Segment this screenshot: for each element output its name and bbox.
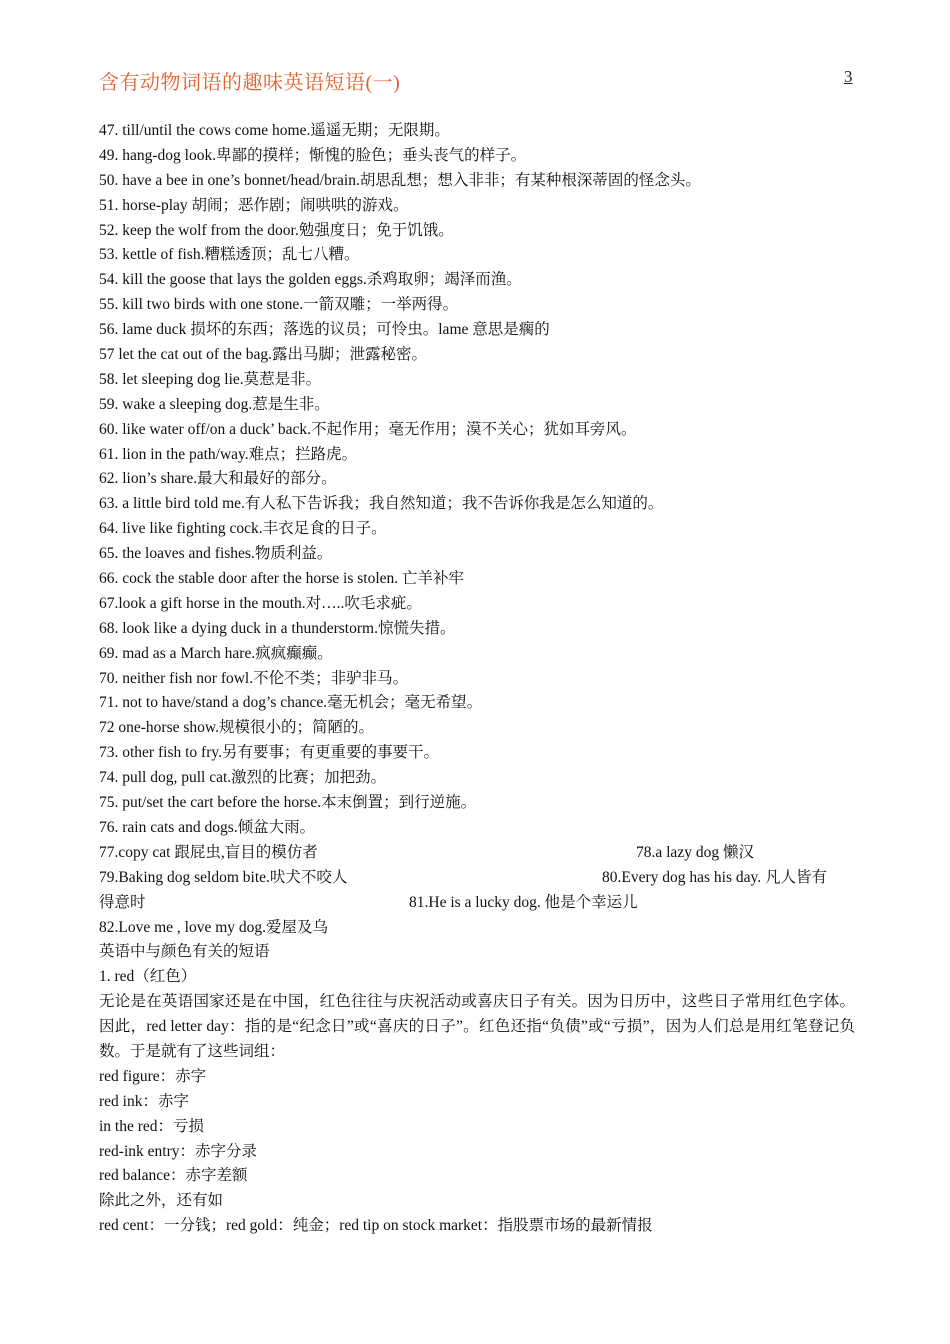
term-item: 除此之外，还有如 bbox=[99, 1192, 224, 1210]
term-item: red cent：一分钱；red gold：纯金；red tip on stock market：指股票市场的最新情报 bbox=[99, 1217, 653, 1235]
list-item: 53. kettle of fish.糟糕透顶；乱七八糟。 bbox=[99, 246, 360, 264]
document-body bbox=[99, 119, 855, 1239]
section-heading: 英语中与颜色有关的短语 bbox=[99, 943, 270, 961]
list-item: 75. put/set the cart before the horse.本末倒置；到行逆施。 bbox=[99, 794, 477, 812]
subsection-heading: 1. red（红色） bbox=[99, 968, 197, 986]
list-item: 49. hang-dog look.卑鄙的摸样；惭愧的脸色；垂头丧气的样子。 bbox=[99, 146, 527, 164]
list-item: 68. look like a dying duck in a thunderstorm.惊慌失措。 bbox=[99, 619, 456, 637]
phrase-79: 79.Baking dog seldom bite.吠犬不咬人 bbox=[99, 868, 348, 886]
list-item: 69. mad as a March hare.疯疯癫癫。 bbox=[99, 644, 333, 662]
term-item: in the red：亏损 bbox=[99, 1117, 205, 1135]
list-item: 51. horse-play 胡闹；恶作剧；闹哄哄的游戏。 bbox=[99, 196, 409, 214]
list-item: 52. keep the wolf from the door.勉强度日；免于饥饿。 bbox=[99, 221, 454, 239]
term-item: red balance：赤字差额 bbox=[99, 1167, 248, 1185]
list-item: 64. live like fighting cock.丰衣足食的日子。 bbox=[99, 520, 387, 538]
list-item: 47. till/until the cows come home.遥遥无期；无限期。 bbox=[99, 122, 450, 139]
list-item: 54. kill the goose that lays the golden eggs.杀鸡取卵；竭泽而渔。 bbox=[99, 271, 522, 289]
page-title: 含有动物词语的趣味英语短语(一) bbox=[99, 72, 401, 94]
list-item: 60. like water off/on a duck’ back.不起作用；毫无作用；漠不关心；犹如耳旁风。 bbox=[99, 420, 637, 438]
list-item: 74. pull dog, pull cat.激烈的比赛；加把劲。 bbox=[99, 769, 387, 787]
red-paragraph: 无论是在英语国家还是在中国，红色往往与庆祝活动或喜庆日子有关。因为日历中，这些日子常用红色字体。因此，red letter day：指的是“纪念日”或“喜庆的日子”。红色还指“负债”或“亏损”，因为人们总是用红笔登记负数。于是就有了这些词组： bbox=[99, 993, 855, 1060]
list-item: 62. lion’s share.最大和最好的部分。 bbox=[99, 470, 337, 488]
term-item: red-ink entry：赤字分录 bbox=[99, 1142, 257, 1160]
phrase-80: 80.Every dog has his day. 凡人皆有 bbox=[602, 868, 828, 886]
two-column-row bbox=[99, 866, 855, 891]
red-term-list bbox=[99, 1065, 855, 1239]
phrase-82: 82.Love me , love my dog.爱屋及乌 bbox=[99, 918, 329, 936]
term-item: red figure：赤字 bbox=[99, 1067, 207, 1085]
list-item: 56. lame duck 损坏的东西；落选的议员；可怜虫。lame 意思是瘸的 bbox=[99, 321, 550, 339]
list-item: 73. other fish to fry.另有要事；有更重要的事要干。 bbox=[99, 744, 439, 762]
list-item: 57 let the cat out of the bag.露出马脚；泄露秘密。 bbox=[99, 346, 428, 364]
list-item: 67.look a gift horse in the mouth.对…..吹毛求疵。 bbox=[99, 594, 422, 612]
phrase-list bbox=[99, 119, 855, 841]
list-item: 58. let sleeping dog lie.莫惹是非。 bbox=[99, 370, 322, 388]
list-item: 59. wake a sleeping dog.惹是生非。 bbox=[99, 395, 330, 413]
phrase-80-continuation: 得意时 bbox=[99, 893, 146, 911]
phrase-77: 77.copy cat 跟屁虫,盲目的模仿者 bbox=[99, 843, 318, 861]
list-item: 50. have a bee in one’s bonnet/head/brain.胡思乱想；想入非非；有某种根深蒂固的怪念头。 bbox=[99, 171, 701, 189]
list-item: 76. rain cats and dogs.倾盆大雨。 bbox=[99, 818, 316, 836]
term-item: red ink：赤字 bbox=[99, 1092, 189, 1110]
list-item: 55. kill two birds with one stone.一箭双雕；一举两得。 bbox=[99, 296, 459, 314]
list-item: 61. lion in the path/way.难点；拦路虎。 bbox=[99, 445, 358, 463]
phrase-78: 78.a lazy dog 懒汉 bbox=[636, 843, 754, 861]
list-item: 72 one-horse show.规模很小的；简陋的。 bbox=[99, 719, 374, 737]
two-column-row bbox=[99, 891, 855, 916]
page-number: 3 bbox=[844, 67, 853, 86]
list-item: 71. not to have/stand a dog’s chance.毫无机会；毫无希望。 bbox=[99, 694, 483, 712]
list-item: 70. neither fish nor fowl.不伦不类；非驴非马。 bbox=[99, 669, 409, 687]
phrase-81: 81.He is a lucky dog. 他是个幸运儿 bbox=[409, 893, 638, 911]
list-item: 65. the loaves and fishes.物质利益。 bbox=[99, 545, 333, 563]
list-item: 63. a little bird told me.有人私下告诉我；我自然知道；我不告诉你我是怎么知道的。 bbox=[99, 495, 664, 513]
list-item: 66. cock the stable door after the horse is stolen. 亡羊补牢 bbox=[99, 570, 465, 588]
two-column-row bbox=[99, 841, 855, 866]
